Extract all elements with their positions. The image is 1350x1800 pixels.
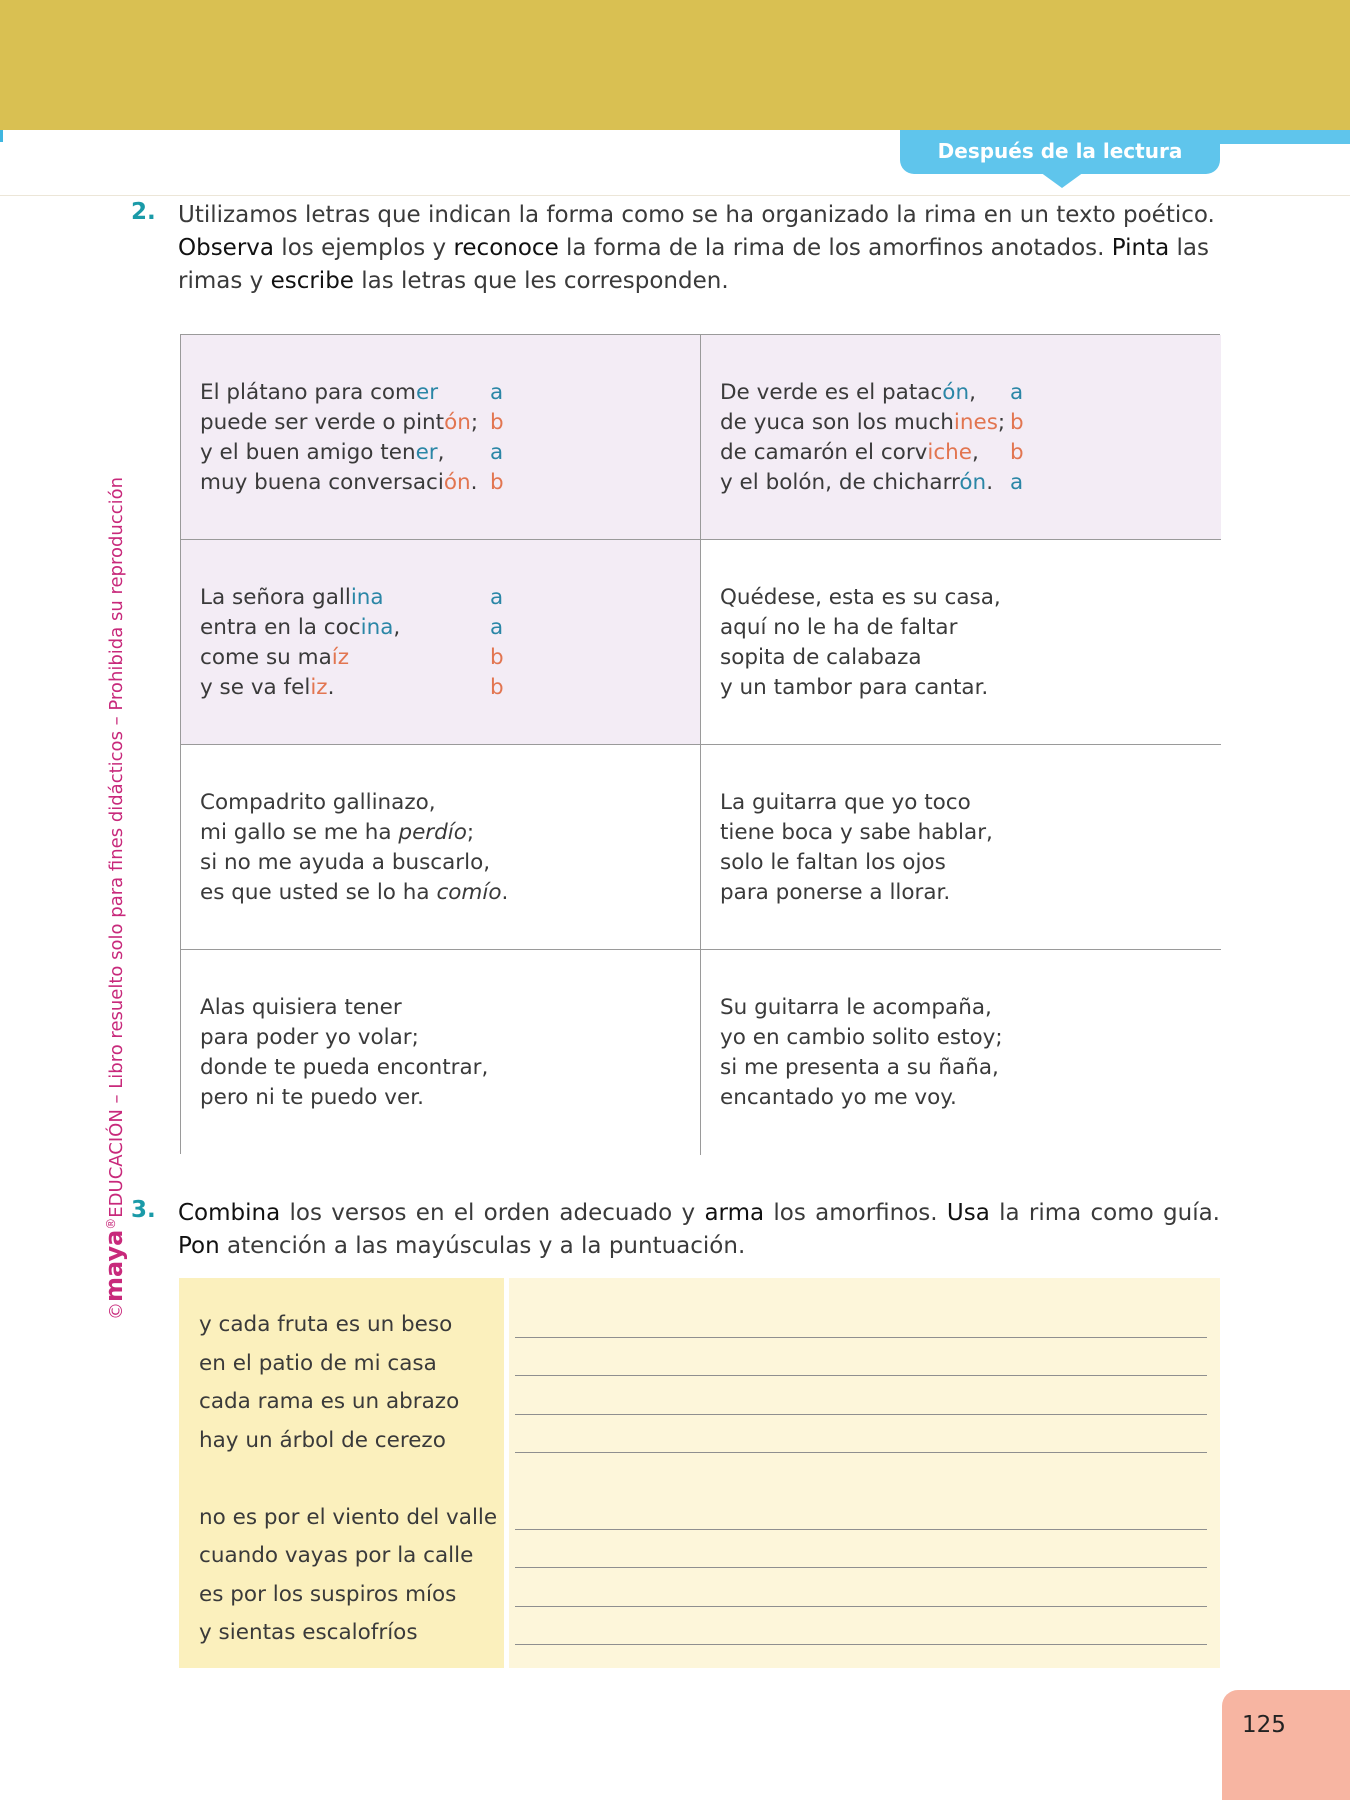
poem-line <box>200 878 700 908</box>
verse-text: para ponerse a llorar. <box>720 880 951 905</box>
verse-text: Compadrito gallinazo, <box>200 790 436 815</box>
answer-line[interactable] <box>515 1414 1207 1415</box>
verse-text: De verde es el patacón, <box>720 380 976 405</box>
section-tab: Después de la lectura <box>900 130 1220 174</box>
verse-text: El plátano para comer <box>200 380 439 405</box>
rhyme-letter: a <box>490 380 504 405</box>
verse-text: come su maíz <box>200 645 350 670</box>
verse-text: sopita de calabaza <box>720 645 922 670</box>
poem-line <box>720 613 1221 643</box>
rhyme-ending: ines <box>953 410 998 435</box>
verse-text: mi gallo se me ha perdío; <box>200 820 475 845</box>
poem-line <box>200 818 700 848</box>
verse-text: solo le faltan los ojos <box>720 850 946 875</box>
poem-line <box>720 878 1221 908</box>
verse-text: La señora gallina <box>200 585 384 610</box>
poem-line <box>720 788 1221 818</box>
verse-text: encantado yo me voy. <box>720 1085 957 1110</box>
poem-line <box>720 408 1221 438</box>
poem-line <box>200 643 700 673</box>
verse-text: de yuca son los muchines; <box>720 410 1006 435</box>
verse-text: tiene boca y sabe hablar, <box>720 820 993 845</box>
verse-text: Quédese, esta es su casa, <box>720 585 1001 610</box>
poem-line <box>200 673 700 703</box>
verse-text: y el bolón, de chicharrón. <box>720 470 994 495</box>
poem-line <box>720 583 1221 613</box>
page-number-box <box>1222 1690 1350 1800</box>
poem-line <box>720 468 1221 498</box>
verse-text: puede ser verde o pintón; <box>200 410 479 435</box>
poem-line <box>200 1053 700 1083</box>
page-number: 125 <box>1242 1712 1286 1738</box>
poem-line <box>200 583 700 613</box>
rhyme-letter: b <box>1010 440 1024 465</box>
header-band <box>0 0 1350 130</box>
verse-text: si no me ayuda a buscarlo, <box>200 850 491 875</box>
verse-text: yo en cambio solito estoy; <box>720 1025 1003 1050</box>
verse-text: y se va feliz. <box>200 675 335 700</box>
exercise-2-instructions: Utilizamos letras que indican la forma como se ha organizado la rima en un texto poético. Observa los ejemplos y reconoce la forma de la rima de los amorfinos anotados. Pinta las rimas y escribe las letras que les corresponden. <box>178 202 1215 294</box>
poem-cell <box>701 540 1221 745</box>
verse-line: no es por el viento del valle <box>199 1504 498 1530</box>
verse-line: cada rama es un abrazo <box>199 1389 460 1414</box>
poem-line <box>720 818 1221 848</box>
answer-line[interactable] <box>515 1375 1207 1376</box>
verse-text: Su guitarra le acompaña, <box>720 995 992 1020</box>
verses-box <box>179 1278 504 1668</box>
verse-text: si me presenta a su ñaña, <box>720 1055 999 1080</box>
poem-line <box>720 993 1221 1023</box>
poem-line <box>720 1083 1221 1113</box>
verse-line: y cada fruta es un beso <box>199 1312 453 1337</box>
rhyme-letter: b <box>490 675 504 700</box>
poem-cell <box>701 950 1221 1155</box>
answer-line[interactable] <box>515 1337 1207 1338</box>
rhyme-ending: ón <box>444 410 471 435</box>
answer-line[interactable] <box>515 1644 1207 1645</box>
verse-text: La guitarra que yo toco <box>720 790 971 815</box>
verse-text: es que usted se lo ha comío. <box>200 880 509 905</box>
rhyme-ending: íz <box>331 645 350 670</box>
rhyme-ending: er <box>415 440 438 465</box>
rhyme-ending: er <box>416 380 439 405</box>
copyright-symbol: © <box>106 1302 127 1320</box>
answer-line[interactable] <box>515 1567 1207 1568</box>
section-tab-notch <box>1040 172 1084 188</box>
poem-line <box>720 438 1221 468</box>
answer-writing-area[interactable] <box>509 1278 1220 1668</box>
rhyme-ending: ina <box>350 585 384 610</box>
poem-line <box>720 1053 1221 1083</box>
side-copyright-notice <box>100 477 128 1320</box>
rhyme-letter: b <box>490 470 504 495</box>
poem-cell <box>181 745 701 950</box>
brand-logo-text: maya <box>100 1229 128 1302</box>
poem-cell <box>701 335 1221 540</box>
poem-line <box>200 993 700 1023</box>
answer-line[interactable] <box>515 1529 1207 1530</box>
poem-line <box>200 613 700 643</box>
poem-cell <box>181 540 701 745</box>
verse-line: cuando vayas por la calle <box>199 1543 474 1568</box>
rhyme-letter: b <box>1010 410 1024 435</box>
side-notice-text: EDUCACIÓN – Libro resuelto solo para fines didácticos – Prohibida su reproducción <box>106 476 127 1218</box>
poem-line <box>200 468 700 498</box>
verse-text: y un tambor para cantar. <box>720 675 989 700</box>
verse-text: aquí no le ha de faltar <box>720 615 958 640</box>
rhyme-letter: a <box>490 440 504 465</box>
exercise-3-number: 3. <box>131 1197 156 1223</box>
verse-line: y sientas escalofríos <box>199 1620 418 1645</box>
poem-line <box>200 378 700 408</box>
poem-line <box>200 408 700 438</box>
answer-line[interactable] <box>515 1606 1207 1607</box>
rhyme-ending: iche <box>927 440 973 465</box>
verse-text: muy buena conversación. <box>200 470 478 495</box>
poem-line <box>200 1083 700 1113</box>
rhyme-ending: ón <box>942 380 970 405</box>
poem-line <box>200 438 700 468</box>
rhyme-letter: b <box>490 645 504 670</box>
verse-text: Alas quisiera tener <box>200 995 402 1020</box>
rhyme-letter: a <box>1010 380 1024 405</box>
poem-line <box>200 788 700 818</box>
rhyme-ending: ina <box>360 615 394 640</box>
poem-line <box>720 643 1221 673</box>
rhyme-ending: ón <box>443 470 471 495</box>
verse-line: es por los suspiros míos <box>199 1581 457 1607</box>
poem-line <box>720 1023 1221 1053</box>
poem-cell <box>181 335 701 540</box>
verse-text: y el buen amigo tener, <box>200 440 445 465</box>
verse-text: pero ni te puedo ver. <box>200 1085 424 1110</box>
rhyme-letter: b <box>490 410 504 435</box>
header-rule <box>0 195 1350 196</box>
poem-cell <box>701 745 1221 950</box>
rhyme-letter: a <box>490 585 504 610</box>
registered-symbol: ® <box>104 1217 118 1230</box>
rhyme-table <box>180 334 1220 1154</box>
verse-text: de camarón el corviche, <box>720 440 979 465</box>
poem-cell <box>181 950 701 1155</box>
exercise-3-instructions: Combina los versos en el orden adecuado y arma los amorfinos. Usa la rima como guía. Pon atención a las mayúsculas y a la puntuación. <box>178 1200 1220 1259</box>
poem-line <box>720 848 1221 878</box>
poem-line <box>720 378 1221 408</box>
verse-line: hay un árbol de cerezo <box>199 1427 446 1453</box>
exercise-2-number: 2. <box>131 199 156 225</box>
verse-line: en el patio de mi casa <box>199 1350 437 1376</box>
rhyme-letter: a <box>490 615 504 640</box>
answer-line[interactable] <box>515 1452 1207 1453</box>
rhyme-letter: a <box>1010 470 1024 495</box>
verse-text: donde te pueda encontrar, <box>200 1055 489 1080</box>
header-accent-line <box>0 130 3 142</box>
poem-line <box>200 848 700 878</box>
verse-text: para poder yo volar; <box>200 1025 419 1050</box>
rhyme-ending: iz <box>310 675 328 700</box>
verse-text: entra en la cocina, <box>200 615 401 640</box>
poem-line <box>720 673 1221 703</box>
poem-line <box>200 1023 700 1053</box>
rhyme-ending: ón <box>959 470 987 495</box>
